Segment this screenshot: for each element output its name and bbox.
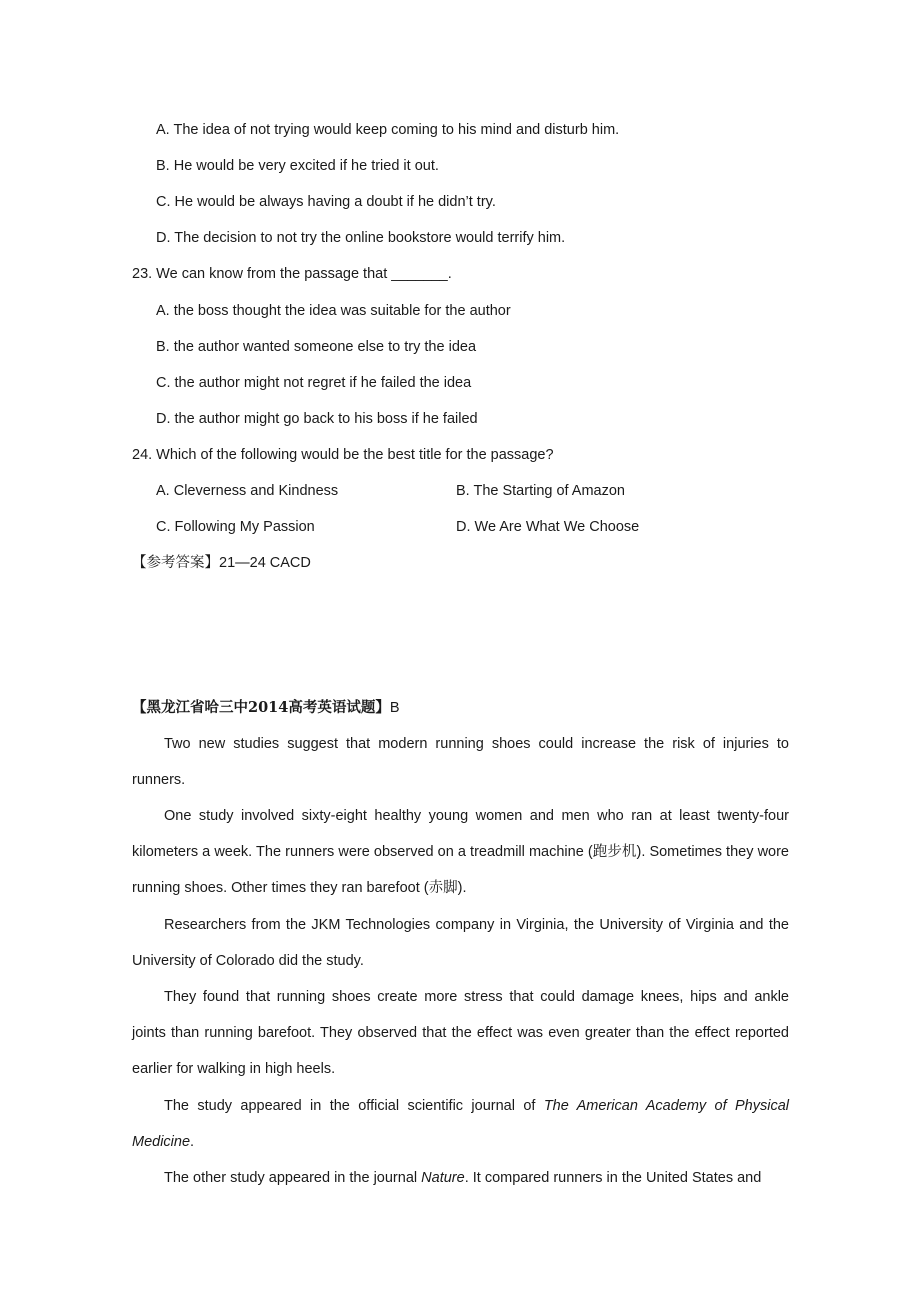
passage-paragraph-6 <box>132 1160 789 1196</box>
paragraph-5-text-b: . <box>190 1134 195 1151</box>
q23-option-b: B. the author wanted someone else to try the idea <box>156 339 477 355</box>
paragraph-6-text-a: The other study appeared in the journal <box>164 1170 422 1186</box>
paragraph-2-text-b: ). Sometimes they wore running shoes. Other times they ran barefoot ( <box>132 844 789 897</box>
q24-option-c: C. Following My Passion <box>156 519 315 535</box>
section-heading <box>132 698 400 718</box>
treadmill-chinese: 跑步机 <box>592 844 637 861</box>
q23-stem: 23. We can know from the passage that _______. <box>132 266 452 282</box>
answer-value: 21—24 CACD <box>219 555 311 571</box>
q22-option-b: B. He would be very excited if he tried it out. <box>156 158 439 174</box>
paragraph-6-text-b: . It compared runners in the United States and <box>464 1170 762 1186</box>
passage-paragraph-5 <box>132 1088 789 1160</box>
paragraph-2-text-a: One study involved sixty-eight healthy young women and men who ran at least twenty-four kilometers a week. The runners were observed on a treadmill machine ( <box>132 808 789 861</box>
answer-label: 【参考答案】 <box>132 555 219 571</box>
barefoot-chinese: 赤脚 <box>428 880 458 897</box>
paragraph-5-text-a: The study appeared in the official scientific journal of <box>164 1098 544 1114</box>
section-heading-title: 【黑龙江省哈三中2014高考英语试题】 <box>132 699 390 716</box>
q23-option-a: A. the boss thought the idea was suitable for the author <box>156 303 511 319</box>
q23-option-d: D. the author might go back to his boss if he failed <box>156 411 478 427</box>
paragraph-2-text-c: ). <box>457 880 467 897</box>
passage-paragraph-1: Two new studies suggest that modern running shoes could increase the risk of injuries to runners. <box>132 736 789 789</box>
passage-paragraph-4: They found that running shoes create more stress that could damage knees, hips and ankle joints than running barefoot. They observed that the effect was even greater than the effect reported earlier for walking in high heels. <box>132 989 789 1078</box>
journal-name-nature: Nature <box>421 1170 465 1186</box>
q22-option-c: C. He would be always having a doubt if he didn’t try. <box>156 194 496 210</box>
q22-option-a: A. The idea of not trying would keep coming to his mind and disturb him. <box>156 122 620 138</box>
q24-option-b: B. The Starting of Amazon <box>456 483 625 499</box>
journal-name-physical-medicine: The American Academy of Physical Medicine <box>132 1098 789 1151</box>
section-heading-suffix: B <box>389 700 400 716</box>
q24-stem: 24. Which of the following would be the best title for the passage? <box>132 447 554 463</box>
answer-key <box>132 553 311 573</box>
q23-option-c: C. the author might not regret if he failed the idea <box>156 375 472 391</box>
q24-option-a: A. Cleverness and Kindness <box>156 483 339 499</box>
passage-paragraph-3: Researchers from the JKM Technologies company in Virginia, the University of Virginia and the University of Colorado did the study. <box>132 917 789 970</box>
q22-option-d: D. The decision to not try the online bookstore would terrify him. <box>156 230 566 246</box>
q24-option-d: D. We Are What We Choose <box>456 519 640 535</box>
passage-paragraph-2 <box>132 798 789 907</box>
